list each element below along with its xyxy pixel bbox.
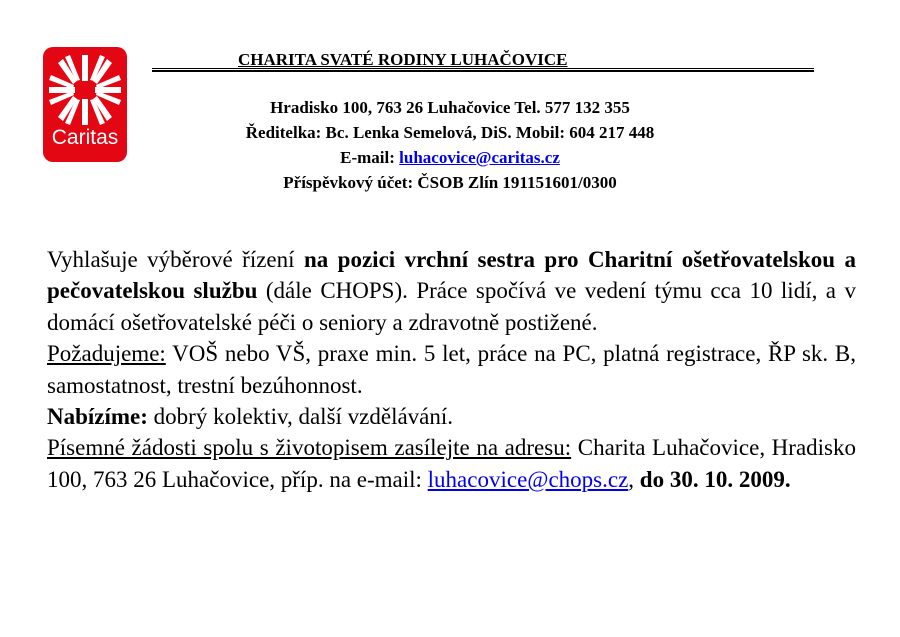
intro-paragraph (47, 244, 856, 338)
organization-title: CHARITA SVATÉ RODINY LUHAČOVICE (238, 50, 568, 69)
requirements-text: VOŠ nebo VŠ, praxe min. 5 let, práce na PC, platná registrace, ŘP sk. B, samostatnost, trestní bezúhonnost. (47, 341, 856, 398)
application-email-link[interactable]: luhacovice@chops.cz (427, 466, 629, 492)
email-label: E-mail: (340, 148, 400, 167)
offer-paragraph (47, 401, 856, 432)
header-divider (152, 68, 814, 72)
intro-text-end: (dále CHOPS). Práce spočívá ve vedení týmu cca 10 lidí, a v domácí ošetřovatelské péči o seniory a zdravotně postižené. (47, 278, 856, 335)
application-paragraph (47, 432, 856, 495)
logo-wordmark: Caritas (51, 126, 119, 149)
email-line (140, 148, 760, 168)
application-text: Charita Luhačovice, Hradisko 100, 763 26 Luhačovice, příp. na e-mail: (47, 435, 856, 492)
position-title: na pozici vrchní sestra pro Charitní ošetřovatelskou a pečovatelskou službu (47, 247, 856, 304)
address-line: Hradisko 100, 763 26 Luhačovice Tel. 577 132 355 (270, 98, 630, 117)
offer-label: Nabízíme: (47, 404, 148, 430)
offer-text: dobrý kolektiv, další vzdělávání. (147, 404, 454, 430)
application-label: Písemné žádosti spolu s životopisem zasílejte na adresu: (47, 435, 572, 461)
account-line: Příspěvkový účet: ČSOB Zlín 191151601/0300 (283, 173, 617, 192)
requirements-label: Požadujeme: (47, 341, 166, 367)
application-separator: , (628, 466, 640, 492)
announcement-body (47, 244, 856, 495)
caritas-logo (43, 47, 127, 162)
intro-text-start: Vyhlašuje výběrové řízení (47, 247, 304, 272)
director-line: Ředitelka: Bc. Lenka Semelová, DiS. Mobil: 604 217 448 (245, 123, 655, 142)
deadline: do 30. 10. 2009. (639, 466, 791, 492)
requirements-paragraph (47, 338, 856, 401)
email-link[interactable]: luhacovice@caritas.cz (399, 148, 560, 167)
